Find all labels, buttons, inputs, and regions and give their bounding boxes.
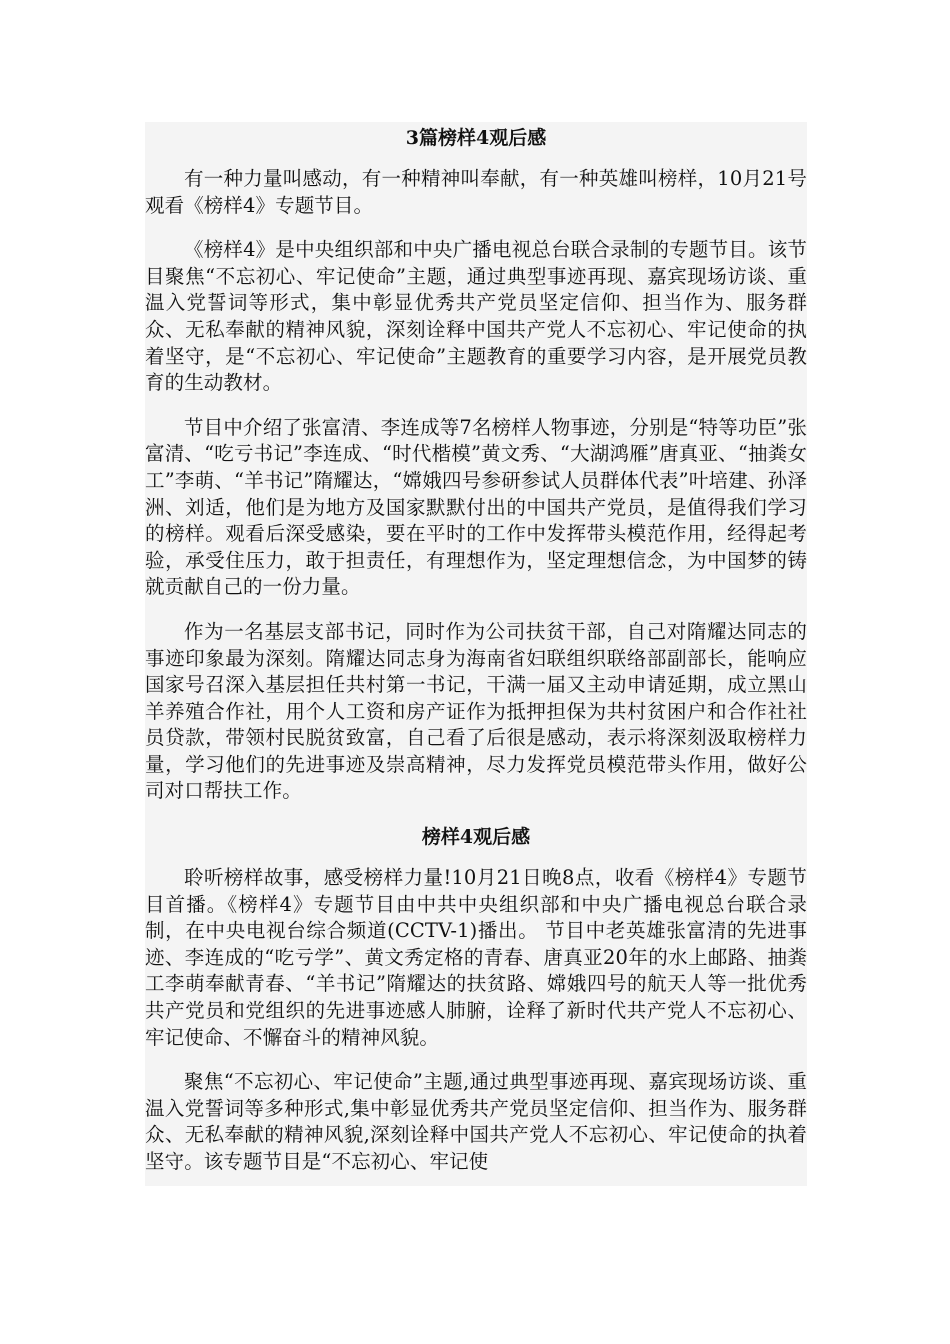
section-title: 榜样4观后感 [421, 826, 531, 849]
document-page [145, 122, 807, 1186]
paragraph-1: 有一种力量叫感动，有一种精神叫奉献，有一种英雄叫榜样，10月21号观看《榜样4》专题节目。 [145, 167, 807, 217]
paragraph-4: 作为一名基层支部书记，同时作为公司扶贫干部，自己对隋耀达同志的事迹印象最为深刻。隋耀达同志身为海南省妇联组织联络部副部长，能响应国家号召深入基层担任共村第一书记，干满一届又主动申请延期，成立黑山羊养殖合作社，用个人工资和房产证作为抵押担保为共村贫困户和合作社社员贷款，带领村民脱贫致富，自己看了后很是感动，表示将深刻汲取榜样力量，学习他们的先进事迹及崇高精神，尽力发挥党员模范带头作用，做好公司对口帮扶工作。 [145, 619, 807, 803]
paragraph-6: 聚焦“不忘初心、牢记使命”主题,通过典型事迹再现、嘉宾现场访谈、重温入党誓词等多种形式,集中彰显优秀共产党员坚定信仰、担当作为、服务群众、无私奉献的精神风貌,深刻诠释中国共产党人不忘初心、牢记使命的执着坚守。该专题节目是“不忘初心、牢记使 [145, 1070, 807, 1173]
paragraph-5: 聆听榜样故事，感受榜样力量!10月21日晚8点，收看《榜样4》专题节目首播。《榜样4》专题节目由中共中央组织部和中央广播电视总台联合录制，在中央电视台综合频道(CCTV-1)播出。 节目中老英雄张富清的先进事迹、李连成的“吃亏学”、黄文秀定格的青春、唐真亚20年的水上邮路、抽粪工李萌奉献青春、“羊书记”隋耀达的扶贫路、嫦娥四号的航天人等一批优秀共产党员和党组织的先进事迹感人肺腑，诠释了新时代共产党人不忘初心、牢记使命、不懈奋斗的精神风貌。 [145, 866, 807, 1049]
document-title: 3篇榜样4观后感 [405, 127, 547, 149]
paragraph-2: 《榜样4》是中央组织部和中央广播电视总台联合录制的专题节目。该节目聚焦“不忘初心、牢记使命”主题，通过典型事迹再现、嘉宾现场访谈、重温入党誓词等形式，集中彰显优秀共产党员坚定信仰、担当作为、服务群众、无私奉献的精神风貌，深刻诠释中国共产党人不忘初心、牢记使命的执着坚守，是“不忘初心、牢记使命”主题教育的重要学习内容，是开展党员教育的生动教材。 [145, 238, 807, 395]
paragraph-3: 节目中介绍了张富清、李连成等7名榜样人物事迹，分别是“特等功臣”张富清、“吃亏书记”李连成、“时代楷模”黄文秀、“大湖鸿雁”唐真亚、“抽粪女工”李萌、“羊书记”隋耀达，“嫦娥四号参研参试人员群体代表”叶培建、孙泽洲、刘适，他们是为地方及国家默默付出的中国共产党员，是值得我们学习的榜样。观看后深受感染，要在平时的工作中发挥带头模范作用，经得起考验，承受住压力，敢于担责任，有理想作为，坚定理想信念，为中国梦的铸就贡献自己的一份力量。 [145, 415, 807, 599]
